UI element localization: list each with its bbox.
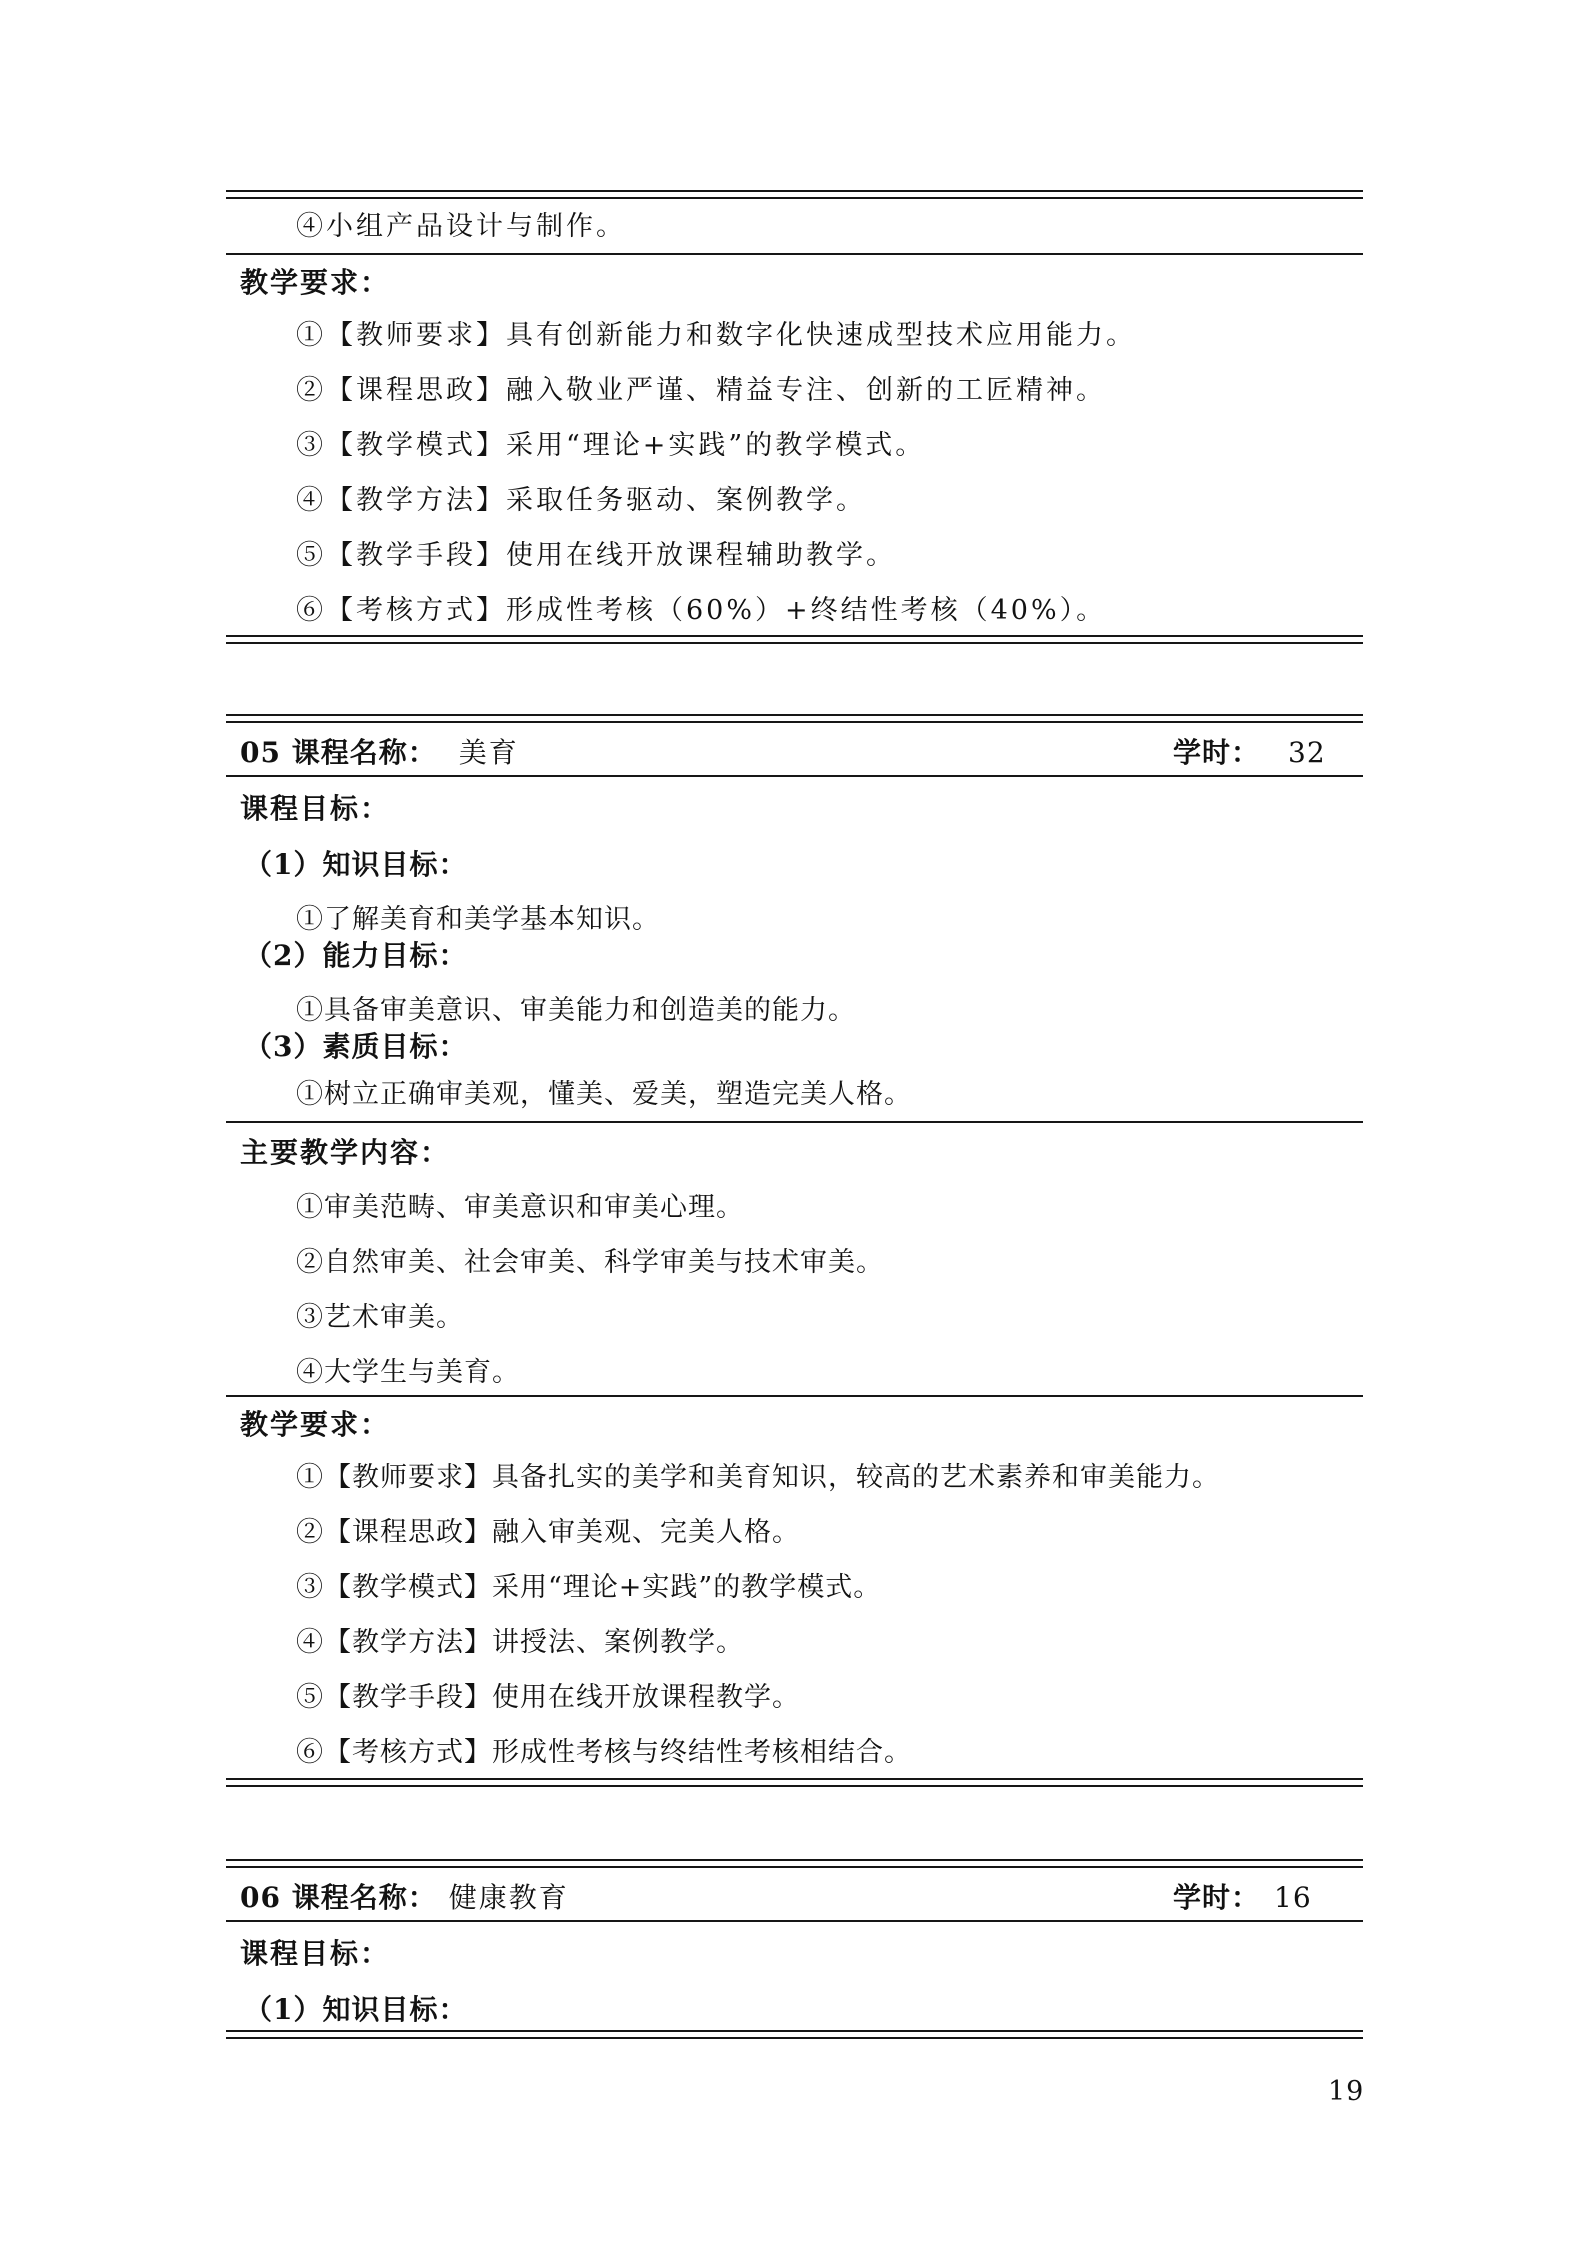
objective-item: ①树立正确审美观，懂美、爱美，塑造完美人格。 xyxy=(296,1079,912,1110)
divider-double xyxy=(226,1859,1363,1868)
divider-double xyxy=(226,635,1363,644)
document-content-column xyxy=(226,0,1363,2039)
requirement-item: ②【课程思政】融入敬业严谨、精益专注、创新的工匠精神。 xyxy=(296,375,1106,406)
course-header xyxy=(226,735,1363,771)
divider-single xyxy=(226,1121,1363,1123)
section-heading-main-content: 主要教学内容： xyxy=(240,1136,451,1169)
content-list-item: ④小组产品设计与制作。 xyxy=(296,211,626,242)
requirement-item: ③【教学模式】采用“理论+实践”的教学模式。 xyxy=(296,430,926,461)
objective-group-heading: （1）知识目标： xyxy=(244,848,468,881)
hours-value: 32 xyxy=(1288,736,1326,769)
section-heading-course-objectives: 课程目标： xyxy=(240,1937,391,1970)
divider-single xyxy=(226,1395,1363,1397)
requirement-item: ④【教学方法】采取任务驱动、案例教学。 xyxy=(296,485,866,516)
course-hours xyxy=(1173,735,1326,771)
section-heading-course-objectives: 课程目标： xyxy=(240,792,391,825)
objective-group-heading: （1）知识目标： xyxy=(244,1993,468,2026)
requirement-item: ⑤【教学手段】使用在线开放课程教学。 xyxy=(296,1682,800,1713)
course-hours xyxy=(1173,1880,1312,1916)
objective-item: ①了解美育和美学基本知识。 xyxy=(296,904,660,935)
requirement-item: ①【教师要求】具有创新能力和数字化快速成型技术应用能力。 xyxy=(296,320,1136,351)
hours-label: 学时： xyxy=(1173,736,1261,769)
section-heading-teaching-requirements: 教学要求： xyxy=(240,1408,391,1441)
requirement-item: ⑥【考核方式】形成性考核与终结性考核相结合。 xyxy=(296,1737,912,1768)
requirement-item: ①【教师要求】具备扎实的美学和美育知识，较高的艺术素养和审美能力。 xyxy=(296,1462,1220,1493)
divider-double xyxy=(226,714,1363,723)
requirement-item: ④【教学方法】讲授法、案例教学。 xyxy=(296,1627,744,1658)
content-list-item: ③艺术审美。 xyxy=(296,1302,464,1333)
section-heading-teaching-requirements: 教学要求： xyxy=(240,266,391,299)
objective-group-heading: （2）能力目标： xyxy=(244,939,468,972)
content-list-item: ④大学生与美育。 xyxy=(296,1357,520,1388)
course-name: 健康教育 xyxy=(448,1881,569,1914)
requirement-item: ③【教学模式】采用“理论+实践”的教学模式。 xyxy=(296,1572,882,1603)
course-header xyxy=(226,1880,1363,1916)
requirement-item: ⑤【教学手段】使用在线开放课程辅助教学。 xyxy=(296,540,896,571)
hours-value: 16 xyxy=(1274,1881,1312,1914)
course-number-label: 06 课程名称： xyxy=(240,1881,437,1914)
page-number: 19 xyxy=(1328,2076,1365,2107)
content-list-item: ①审美范畴、审美意识和审美心理。 xyxy=(296,1192,744,1223)
divider-single xyxy=(226,1920,1363,1922)
divider-double xyxy=(226,2030,1363,2039)
objective-item: ①具备审美意识、审美能力和创造美的能力。 xyxy=(296,995,856,1026)
requirement-item: ⑥【考核方式】形成性考核（60%）+终结性考核（40%）。 xyxy=(296,595,1107,626)
divider-single xyxy=(226,253,1363,255)
divider-double xyxy=(226,1778,1363,1787)
divider-double xyxy=(226,190,1363,199)
divider-single xyxy=(226,775,1363,777)
objective-group-heading: （3）素质目标： xyxy=(244,1030,468,1063)
course-number-label: 05 课程名称： xyxy=(240,736,437,769)
course-name: 美育 xyxy=(458,736,519,769)
hours-label: 学时： xyxy=(1173,1881,1261,1914)
content-list-item: ②自然审美、社会审美、科学审美与技术审美。 xyxy=(296,1247,884,1278)
requirement-item: ②【课程思政】融入审美观、完美人格。 xyxy=(296,1517,800,1548)
